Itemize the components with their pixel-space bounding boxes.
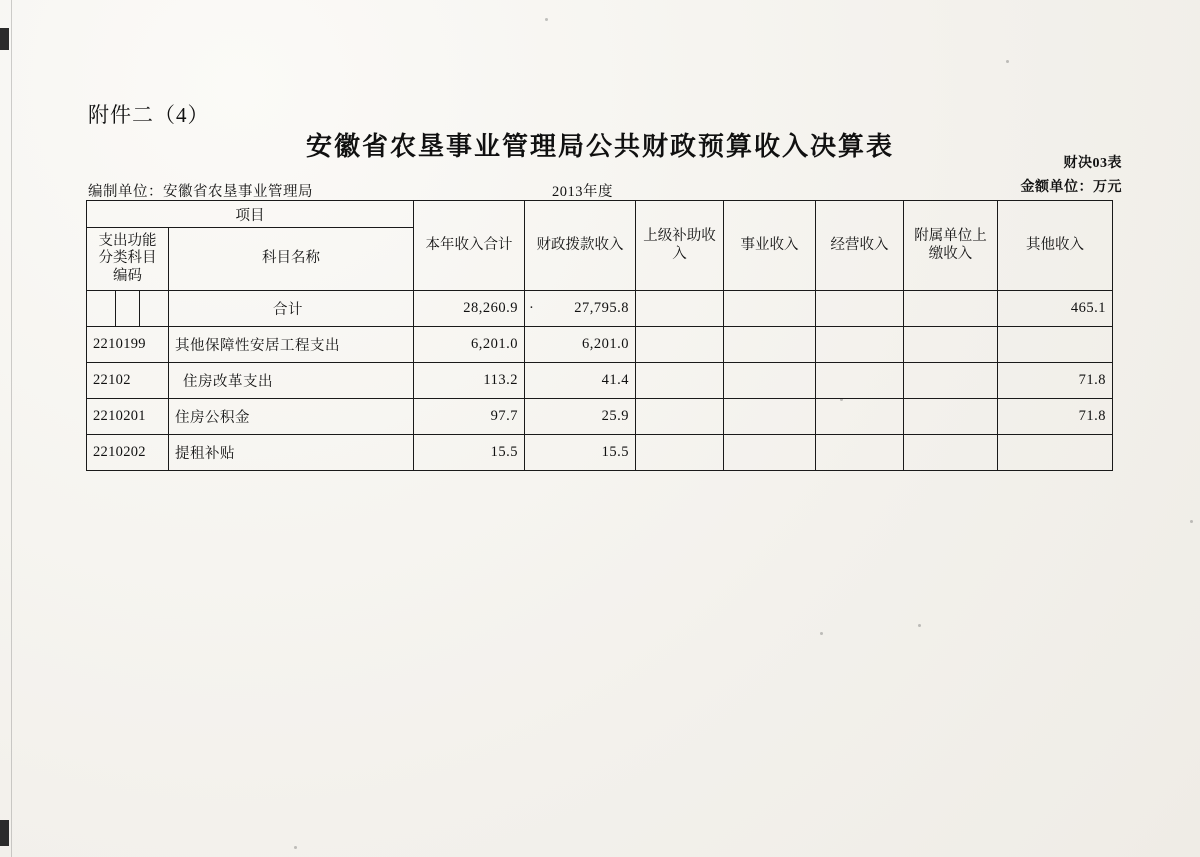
code-segment-2 — [116, 291, 139, 326]
table-header-row-group — [87, 201, 1113, 228]
header-group-item: 项目 — [87, 201, 414, 228]
preparing-unit-label: 编制单位：安徽省农垦事业管理局 — [88, 184, 313, 200]
row-code: 2210201 — [87, 399, 169, 435]
page-title: 安徽省农垦事业管理局公共财政预算收入决算表 — [305, 132, 894, 161]
scan-speckle — [918, 624, 921, 627]
header-year-total: 本年收入合计 — [414, 201, 525, 291]
row-year-total: 113.2 — [414, 363, 525, 399]
row-business-income — [724, 399, 816, 435]
row-operating-income — [816, 399, 904, 435]
fiscal-year-label: 2013年度 — [552, 184, 613, 200]
header-code-line2: 分类科目 — [98, 250, 157, 267]
row-code-split-cells — [87, 291, 169, 327]
row-business-income — [724, 291, 816, 327]
row-superior-subsidy — [636, 327, 724, 363]
table-row — [87, 363, 1113, 399]
table-row — [87, 399, 1113, 435]
row-code: 22102 — [87, 363, 169, 399]
row-operating-income — [816, 327, 904, 363]
row-subject-name: 住房改革支出 — [169, 363, 414, 399]
row-subordinate-remittance — [904, 291, 998, 327]
row-subordinate-remittance — [904, 363, 998, 399]
row-other-income — [998, 435, 1113, 471]
row-fiscal-appropriation: 25.9 — [525, 399, 636, 435]
row-operating-income — [816, 363, 904, 399]
header-subject-name: 科目名称 — [169, 228, 414, 291]
row-subject-name: 住房公积金 — [169, 399, 414, 435]
row-superior-subsidy — [636, 291, 724, 327]
scan-speckle — [1190, 520, 1193, 523]
header-expenditure-code — [87, 228, 169, 291]
row-code: 2210202 — [87, 435, 169, 471]
scan-speckle — [545, 18, 548, 21]
code-segment-3 — [140, 291, 162, 326]
table-row — [87, 435, 1113, 471]
row-other-income — [998, 327, 1113, 363]
row-year-total: 28,260.9 — [414, 291, 525, 327]
header-superior-subsidy: 上级补助收入 — [636, 201, 724, 291]
row-other-income: 71.8 — [998, 363, 1113, 399]
scan-speckle — [820, 632, 823, 635]
row-fiscal-appropriation: 41.4 — [525, 363, 636, 399]
table-row — [87, 327, 1113, 363]
attachment-label: 附件二（4） — [88, 103, 210, 127]
row-subject-name: 合计 — [169, 291, 414, 327]
row-subordinate-remittance — [904, 327, 998, 363]
row-year-total: 15.5 — [414, 435, 525, 471]
code-segment-1 — [93, 291, 116, 326]
row-subject-name: 其他保障性安居工程支出 — [169, 327, 414, 363]
header-operating-income: 经营收入 — [816, 201, 904, 291]
row-superior-subsidy — [636, 399, 724, 435]
row-operating-income — [816, 435, 904, 471]
row-business-income — [724, 363, 816, 399]
header-other-income: 其他收入 — [998, 201, 1113, 291]
row-business-income — [724, 435, 816, 471]
header-code-line3: 编码 — [113, 267, 142, 284]
amount-unit-label: 金额单位：万元 — [1020, 180, 1122, 195]
scan-edge-mark-top — [0, 28, 9, 50]
scan-speckle — [294, 846, 297, 849]
row-year-total: 6,201.0 — [414, 327, 525, 363]
header-code-line1: 支出功能 — [98, 232, 157, 249]
header-subordinate-remittance: 附属单位上缴收入 — [904, 201, 998, 291]
header-fiscal-appropriation: 财政拨款收入 — [525, 201, 636, 291]
row-superior-subsidy — [636, 363, 724, 399]
row-code: 2210199 — [87, 327, 169, 363]
row-fiscal-appropriation: 15.5 — [525, 435, 636, 471]
budget-revenue-table — [86, 200, 1113, 471]
row-operating-income — [816, 291, 904, 327]
row-other-income: 71.8 — [998, 399, 1113, 435]
table-row — [87, 291, 1113, 327]
row-subject-name: 提租补贴 — [169, 435, 414, 471]
row-year-total: 97.7 — [414, 399, 525, 435]
row-subordinate-remittance — [904, 399, 998, 435]
row-other-income: 465.1 — [998, 291, 1113, 327]
header-business-income: 事业收入 — [724, 201, 816, 291]
row-fiscal-appropriation: · 27,795.8 — [525, 291, 636, 327]
form-code-label: 财决03表 — [1063, 156, 1122, 171]
row-subordinate-remittance — [904, 435, 998, 471]
row-business-income — [724, 327, 816, 363]
row-fiscal-appropriation: 6,201.0 — [525, 327, 636, 363]
row-superior-subsidy — [636, 435, 724, 471]
scan-speckle — [1006, 60, 1009, 63]
scan-edge-mark-bottom — [0, 820, 9, 846]
